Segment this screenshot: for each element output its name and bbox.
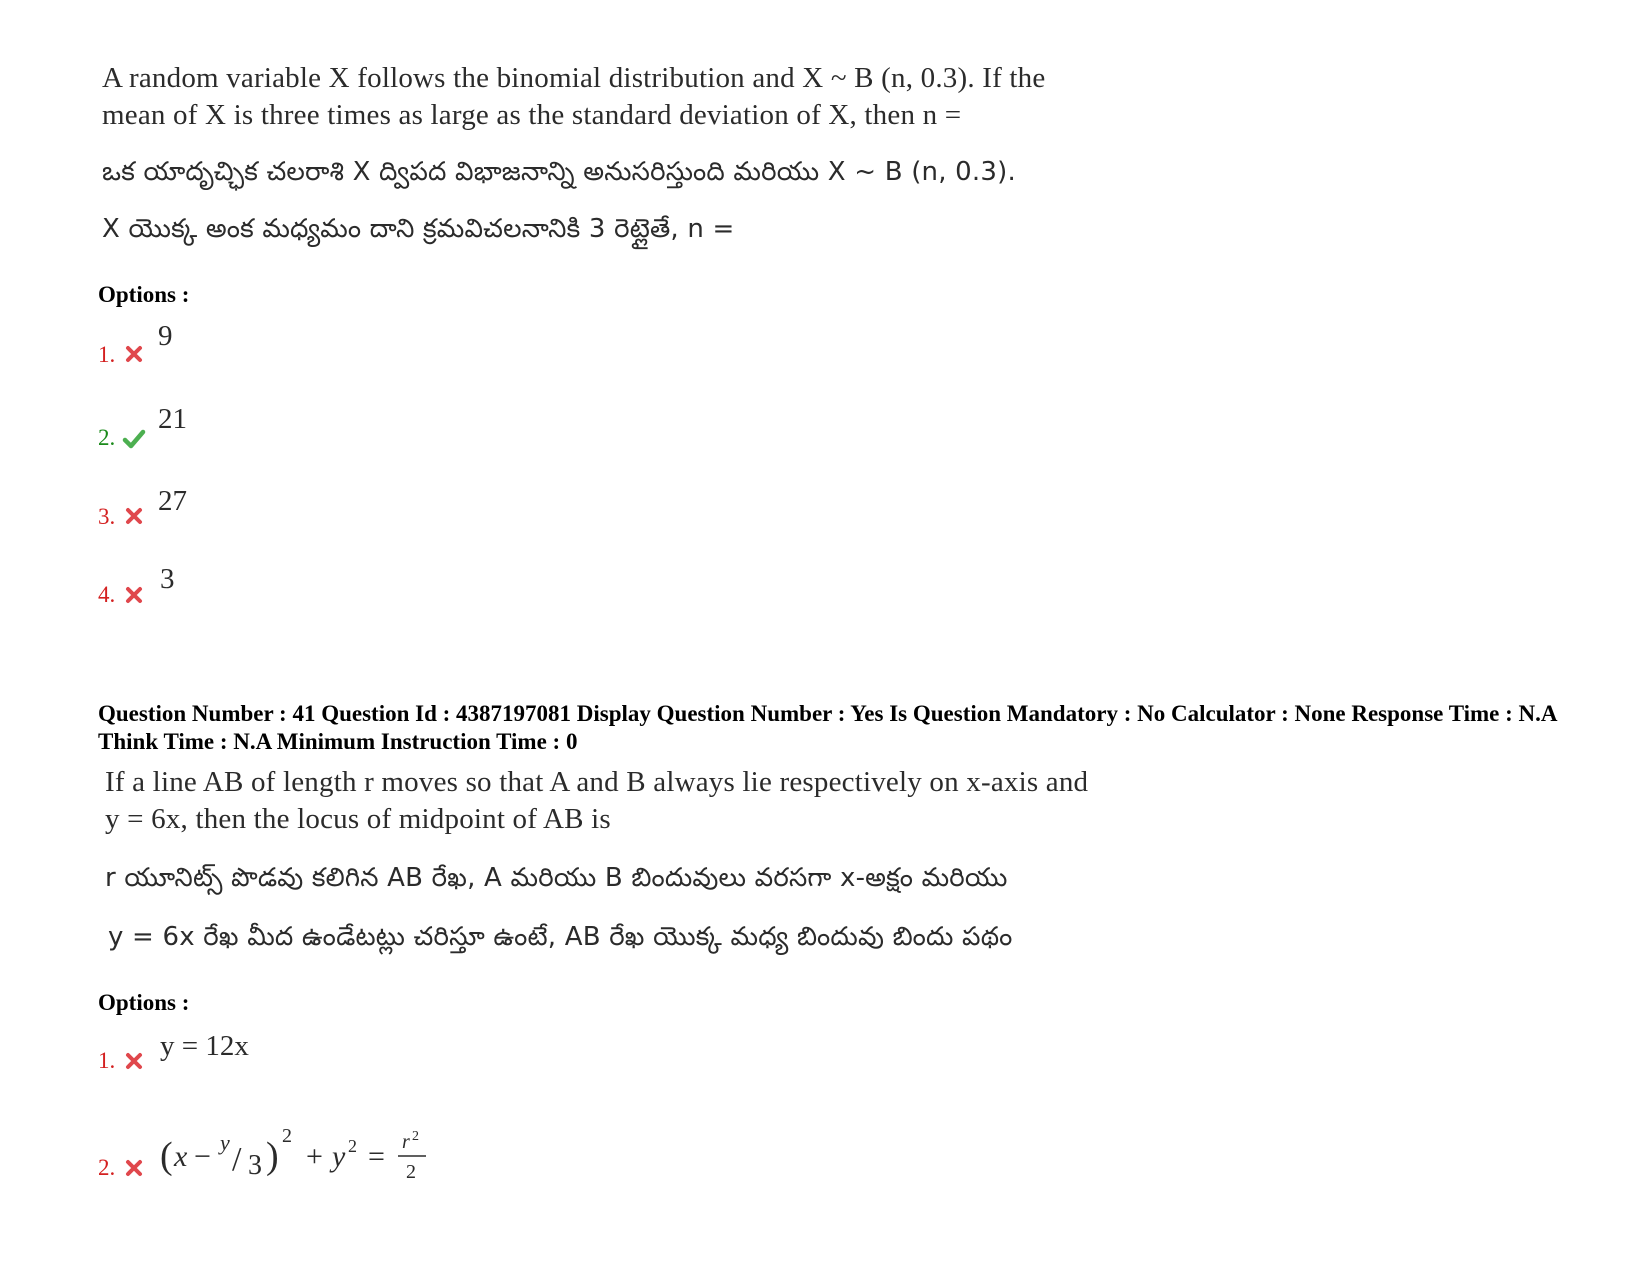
cross-icon — [124, 585, 144, 605]
svg-text:2: 2 — [282, 1125, 292, 1147]
option-number: 1. — [98, 342, 116, 367]
svg-text:x: x — [174, 1140, 188, 1173]
cross-icon — [124, 1158, 144, 1178]
options-label: Options : — [98, 282, 190, 307]
option-value: 9 — [158, 320, 173, 352]
question-2-telugu-line-1: r యూనిట్స్ పొడవు కలిగిన AB రేఖ, A మరియు B బిందువులు వరసగా x-అక్షం మరియు — [105, 863, 1008, 893]
svg-text:−: − — [194, 1140, 211, 1173]
option-value: y = 12x — [160, 1030, 249, 1062]
option-number: 2. — [98, 1155, 116, 1180]
checkmark-icon — [122, 428, 146, 450]
cross-icon — [124, 506, 144, 526]
svg-text:y: y — [332, 1140, 346, 1173]
option-number: 4. — [98, 582, 116, 607]
svg-text:2: 2 — [406, 1161, 416, 1183]
svg-text:(: ( — [160, 1135, 173, 1177]
svg-text:): ) — [266, 1135, 279, 1177]
option-value: 3 — [160, 563, 175, 595]
question-1-english-line-2: mean of X is three times as large as the standard deviation of X, then n = — [102, 99, 962, 131]
svg-text:y: y — [220, 1130, 230, 1155]
question-1-telugu-line-2: X యొక్క అంక మధ్యమం దాని క్రమవిచలనానికి 3 రెట్లైతే, n = — [102, 214, 735, 244]
svg-text:/: / — [232, 1141, 242, 1178]
svg-text:+: + — [306, 1140, 323, 1173]
svg-text:3: 3 — [248, 1150, 262, 1181]
question-2-english-line-1: If a line AB of length r moves so that A and B always lie respectively on x-axis and — [105, 766, 1089, 798]
option-value: 27 — [158, 485, 187, 517]
option-value: 21 — [158, 403, 187, 435]
question-meta: Question Number : 41 Question Id : 4387197081 Display Question Number : Yes Is Question Mandatory : No Calculator : None Response Time : N.A Think Time : N.A Minimum Instruction Time : 0 — [98, 701, 1557, 754]
svg-text:r: r — [402, 1131, 410, 1153]
question-2-english-line-2: y = 6x, then the locus of midpoint of AB is — [105, 803, 611, 835]
cross-icon — [124, 344, 144, 364]
option-number: 1. — [98, 1048, 116, 1073]
question-2-telugu-line-2: y = 6x రేఖ మీద ఉండేటట్లు చరిస్తూ ఉంటే, AB రేఖ యొక్క మధ్య బిందువు బిందు పథం — [108, 922, 1013, 952]
question-1-english-line-1: A random variable X follows the binomial distribution and X ~ B (n, 0.3). If the — [102, 62, 1046, 94]
svg-text:2: 2 — [348, 1136, 357, 1156]
option-number: 2. — [98, 425, 116, 450]
option-number: 3. — [98, 504, 116, 529]
option-formula — [160, 1118, 460, 1188]
options-label: Options : — [98, 990, 190, 1015]
cross-icon — [124, 1051, 144, 1071]
svg-text:2: 2 — [412, 1129, 419, 1144]
question-1-telugu-line-1: ఒక యాదృచ్ఛిక చలరాశి X ద్విపద విభాజనాన్ని అనుసరిస్తుంది మరియు X ~ B (n, 0.3). — [102, 157, 1016, 187]
svg-text:=: = — [368, 1140, 385, 1173]
